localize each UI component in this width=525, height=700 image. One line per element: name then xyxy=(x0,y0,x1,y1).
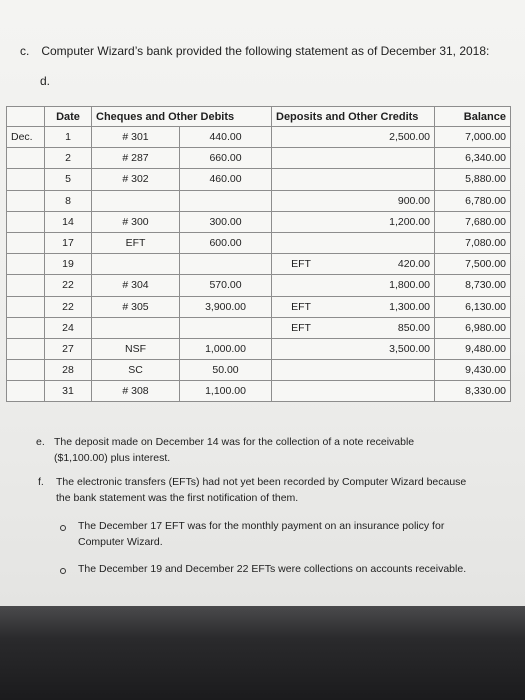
note-f-label: f. xyxy=(38,476,44,488)
deposit-cell xyxy=(272,275,435,296)
cheque-number-cell: # 302 xyxy=(92,169,180,190)
credit-amount: 850.00 xyxy=(397,321,430,334)
table-row xyxy=(7,275,511,296)
table-row xyxy=(7,317,511,338)
bullet-icon xyxy=(60,525,66,531)
deposit-cell xyxy=(272,381,435,402)
cheque-number-cell: NSF xyxy=(92,338,180,359)
cheque-number-cell: # 304 xyxy=(92,275,180,296)
balance-cell: 6,780.00 xyxy=(435,190,511,211)
table-row xyxy=(7,169,511,190)
note-e-line2: ($1,100.00) plus interest. xyxy=(54,452,171,464)
table-header-row xyxy=(7,107,511,127)
bullet-note-2 xyxy=(78,561,508,577)
date-cell: 28 xyxy=(45,360,92,381)
bank-statement-table xyxy=(6,106,511,402)
table-row xyxy=(7,254,511,275)
balance-cell: 7,500.00 xyxy=(435,254,511,275)
cheque-number-cell: # 301 xyxy=(92,127,180,148)
table-row xyxy=(7,360,511,381)
note-e-line1: The deposit made on December 14 was for the collection of a note receivable xyxy=(54,436,415,448)
balance-cell: 9,480.00 xyxy=(435,338,511,359)
table-row xyxy=(7,338,511,359)
deposit-cell xyxy=(272,169,435,190)
debit-amount-cell: 3,900.00 xyxy=(180,296,272,317)
debit-amount-cell: 50.00 xyxy=(180,360,272,381)
month-cell xyxy=(7,232,45,253)
date-cell: 31 xyxy=(45,381,92,402)
month-header-cell xyxy=(7,107,45,127)
deposit-cell xyxy=(272,317,435,338)
line-c xyxy=(20,44,489,58)
desk-background xyxy=(0,606,525,700)
balance-cell: 6,980.00 xyxy=(435,317,511,338)
credit-amount: 900.00 xyxy=(397,194,430,207)
deposit-type-label: EFT xyxy=(291,258,311,271)
debit-amount-cell: 460.00 xyxy=(180,169,272,190)
date-cell: 17 xyxy=(45,232,92,253)
deposit-cell-content xyxy=(276,279,430,291)
table-row xyxy=(7,232,511,253)
date-cell: 5 xyxy=(45,169,92,190)
deposit-cell xyxy=(272,296,435,317)
deposit-cell xyxy=(272,190,435,211)
deposit-cell xyxy=(272,211,435,232)
cheque-number-cell: EFT xyxy=(92,232,180,253)
date-cell: 19 xyxy=(45,254,92,275)
deposit-cell-content xyxy=(276,258,430,270)
line-d-label: d. xyxy=(40,74,51,88)
balance-cell: 5,880.00 xyxy=(435,169,511,190)
deposit-cell xyxy=(272,232,435,253)
balance-cell: 6,130.00 xyxy=(435,296,511,317)
date-cell: 14 xyxy=(45,211,92,232)
date-cell: 2 xyxy=(45,148,92,169)
note-f xyxy=(38,474,498,506)
line-c-text: Computer Wizard’s bank provided the following statement as of December 31, 2018: xyxy=(41,44,490,58)
table-row xyxy=(7,190,511,211)
deposit-cell xyxy=(272,254,435,275)
cheque-number-cell xyxy=(92,254,180,275)
month-cell xyxy=(7,338,45,359)
balance-header: Balance xyxy=(435,107,511,127)
debit-amount-cell xyxy=(180,190,272,211)
balance-cell: 6,340.00 xyxy=(435,148,511,169)
deposit-cell xyxy=(272,338,435,359)
cheque-number-cell xyxy=(92,317,180,338)
balance-cell: 7,080.00 xyxy=(435,232,511,253)
deposit-cell xyxy=(272,148,435,169)
note-e xyxy=(36,434,486,466)
bullet-2-line1: The December 19 and December 22 EFTs were collections on accounts receivable. xyxy=(78,563,467,575)
date-cell: 22 xyxy=(45,296,92,317)
debit-amount-cell: 440.00 xyxy=(180,127,272,148)
deposit-cell-content xyxy=(276,131,430,143)
table-row xyxy=(7,148,511,169)
credit-amount: 1,300.00 xyxy=(389,300,430,313)
deposit-cell-content xyxy=(276,301,430,313)
deposit-cell xyxy=(272,360,435,381)
date-cell: 27 xyxy=(45,338,92,359)
note-e-label: e. xyxy=(36,436,45,448)
date-cell: 22 xyxy=(45,275,92,296)
cheque-number-cell: # 305 xyxy=(92,296,180,317)
month-cell xyxy=(7,190,45,211)
month-label: Dec. xyxy=(7,127,45,148)
note-f-line1: The electronic transfers (EFTs) had not yet been recorded by Computer Wizard because xyxy=(56,476,467,488)
deposit-type-label xyxy=(276,279,326,291)
month-cell xyxy=(7,296,45,317)
date-header: Date xyxy=(45,107,92,127)
cheque-number-cell xyxy=(92,190,180,211)
balance-cell: 9,430.00 xyxy=(435,360,511,381)
deposit-type-label xyxy=(276,216,326,228)
cheques-header: Cheques and Other Debits xyxy=(92,107,272,127)
cheque-number-cell: SC xyxy=(92,360,180,381)
bullet-1-line2: Computer Wizard. xyxy=(78,536,163,548)
credit-amount: 1,800.00 xyxy=(389,279,430,292)
debit-amount-cell: 300.00 xyxy=(180,211,272,232)
deposit-cell-content xyxy=(276,195,430,207)
bullet-1-line1: The December 17 EFT was for the monthly payment on an insurance policy for xyxy=(78,520,445,532)
cheque-number-cell: # 300 xyxy=(92,211,180,232)
balance-cell: 7,000.00 xyxy=(435,127,511,148)
debit-amount-cell: 600.00 xyxy=(180,232,272,253)
line-c-label: c. xyxy=(20,44,30,58)
table-row xyxy=(7,381,511,402)
balance-cell: 7,680.00 xyxy=(435,211,511,232)
table-row xyxy=(7,127,511,148)
balance-cell: 8,730.00 xyxy=(435,275,511,296)
month-cell xyxy=(7,360,45,381)
debit-amount-cell: 1,000.00 xyxy=(180,338,272,359)
credit-amount: 1,200.00 xyxy=(389,215,430,228)
deposit-cell-content xyxy=(276,343,430,355)
credit-amount: 3,500.00 xyxy=(389,342,430,355)
note-f-line2: the bank statement was the first notification of them. xyxy=(56,492,299,504)
month-cell xyxy=(7,275,45,296)
bullet-note-1 xyxy=(78,518,498,550)
month-cell xyxy=(7,148,45,169)
debit-amount-cell xyxy=(180,317,272,338)
deposit-cell-content xyxy=(276,216,430,228)
month-cell xyxy=(7,381,45,402)
deposit-type-label xyxy=(276,343,326,355)
balance-cell: 8,330.00 xyxy=(435,381,511,402)
deposit-type-label: EFT xyxy=(291,321,311,334)
debit-amount-cell xyxy=(180,254,272,275)
date-cell: 24 xyxy=(45,317,92,338)
date-cell: 1 xyxy=(45,127,92,148)
credit-amount: 2,500.00 xyxy=(389,131,430,144)
deposit-type-label xyxy=(276,131,326,143)
deposit-type-label xyxy=(276,195,326,207)
credit-amount: 420.00 xyxy=(397,258,430,271)
debit-amount-cell: 1,100.00 xyxy=(180,381,272,402)
deposit-cell xyxy=(272,127,435,148)
table-row xyxy=(7,296,511,317)
bullet-icon xyxy=(60,568,66,574)
deposit-type-label: EFT xyxy=(291,300,311,313)
month-cell xyxy=(7,211,45,232)
month-cell xyxy=(7,317,45,338)
debit-amount-cell: 660.00 xyxy=(180,148,272,169)
month-cell xyxy=(7,254,45,275)
month-cell xyxy=(7,169,45,190)
date-cell: 8 xyxy=(45,190,92,211)
cheque-number-cell: # 287 xyxy=(92,148,180,169)
table-row xyxy=(7,211,511,232)
deposits-header: Deposits and Other Credits xyxy=(272,107,435,127)
deposit-cell-content xyxy=(276,322,430,334)
cheque-number-cell: # 308 xyxy=(92,381,180,402)
debit-amount-cell: 570.00 xyxy=(180,275,272,296)
